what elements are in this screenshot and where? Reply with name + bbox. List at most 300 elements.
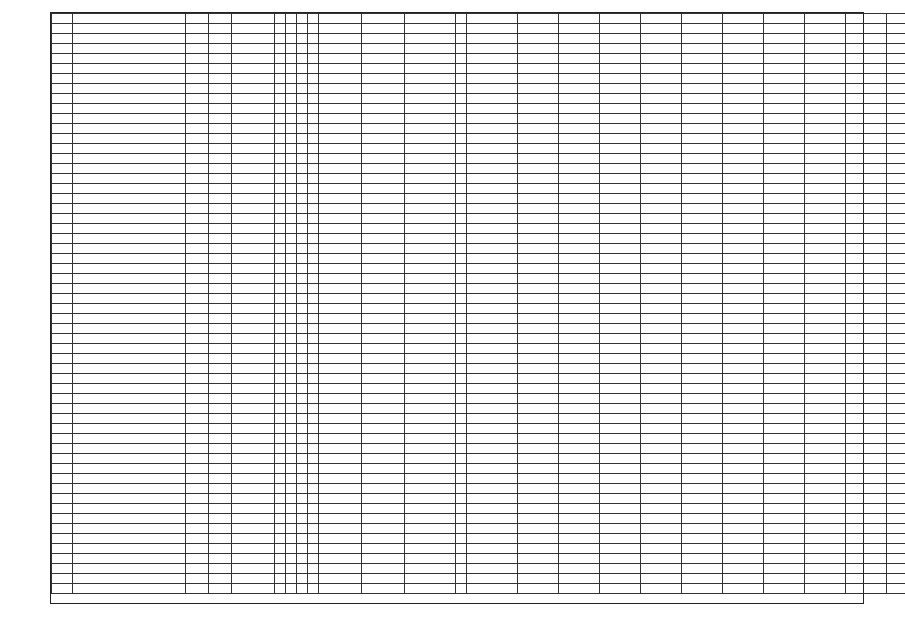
table-cell [764,484,805,494]
table-cell [805,284,846,294]
table-cell [764,514,805,524]
table-cell [362,34,405,44]
table-cell [723,484,764,494]
table-cell [405,384,456,394]
table-cell [308,354,319,364]
table-cell [52,334,73,344]
table-cell [467,464,518,474]
table-cell [600,244,641,254]
table-cell [518,434,559,444]
table-cell [308,334,319,344]
table-cell [286,514,297,524]
table-cell [641,104,682,114]
table-cell [887,434,905,444]
table-cell [275,464,286,474]
table-cell [52,254,73,264]
table-cell [405,44,456,54]
table-cell [73,284,186,294]
table-cell [682,574,723,584]
table-cell [456,84,467,94]
table-cell [682,274,723,284]
table-cell [319,534,362,544]
table-cell [846,434,887,444]
table-cell [559,314,600,324]
table-cell [805,224,846,234]
table-cell [308,454,319,464]
table-cell [846,514,887,524]
table-cell [209,104,232,114]
table-cell [641,144,682,154]
table-cell [764,564,805,574]
table-cell [723,44,764,54]
table-cell [559,464,600,474]
table-cell [805,114,846,124]
table-cell [467,24,518,34]
table-cell [186,274,209,284]
table-cell [362,104,405,114]
table-cell [297,54,308,64]
table-cell [846,84,887,94]
table-cell [286,344,297,354]
table-cell [405,164,456,174]
table-cell [297,364,308,374]
table-cell [308,164,319,174]
table-cell [467,394,518,404]
table-cell [275,584,286,594]
table-cell [682,524,723,534]
table-cell [518,174,559,184]
table-cell [186,334,209,344]
table-cell [232,24,275,34]
table-cell [297,184,308,194]
table-cell [518,14,559,24]
table-cell [73,404,186,414]
table-cell [456,584,467,594]
table-cell [456,514,467,524]
table-cell [518,314,559,324]
table-cell [275,344,286,354]
table-cell [641,334,682,344]
table-cell [186,414,209,424]
table-cell [559,74,600,84]
table-cell [518,144,559,154]
table-cell [297,394,308,404]
table-cell [209,54,232,64]
table-cell [641,94,682,104]
table-cell [73,204,186,214]
table-cell [805,264,846,274]
table-cell [456,444,467,454]
table-cell [209,194,232,204]
table-cell [405,394,456,404]
table-cell [405,354,456,364]
table-cell [467,504,518,514]
table-cell [319,244,362,254]
table-cell [319,434,362,444]
table-cell [73,244,186,254]
table-cell [308,174,319,184]
table-row [52,14,905,24]
table-cell [73,424,186,434]
table-cell [559,164,600,174]
table-cell [600,184,641,194]
table-cell [52,144,73,154]
table-cell [764,194,805,204]
table-cell [186,94,209,104]
table-cell [275,274,286,284]
table-cell [559,304,600,314]
table-cell [641,224,682,234]
table-cell [308,464,319,474]
table-cell [641,314,682,324]
table-cell [805,464,846,474]
table-cell [641,474,682,484]
table-cell [286,44,297,54]
table-cell [286,584,297,594]
table-cell [186,464,209,474]
table-cell [73,574,186,584]
table-cell [275,174,286,184]
table-cell [641,514,682,524]
table-cell [362,204,405,214]
table-cell [641,324,682,334]
table-cell [723,54,764,64]
table-cell [308,114,319,124]
table-cell [405,584,456,594]
table-cell [559,374,600,384]
table-cell [297,324,308,334]
table-cell [600,24,641,34]
table-cell [362,164,405,174]
table-cell [559,364,600,374]
table-cell [682,154,723,164]
table-cell [559,574,600,584]
table-cell [275,84,286,94]
table-cell [518,304,559,314]
table-cell [600,274,641,284]
table-cell [297,534,308,544]
table-cell [723,274,764,284]
table-cell [600,164,641,174]
table-cell [518,94,559,104]
table-cell [73,524,186,534]
table-cell [405,374,456,384]
table-cell [52,344,73,354]
table-cell [362,194,405,204]
table-cell [52,174,73,184]
table-cell [209,304,232,314]
table-cell [308,74,319,84]
table-cell [73,224,186,234]
table-cell [52,84,73,94]
table-cell [846,44,887,54]
table-cell [887,344,905,354]
table-cell [682,394,723,404]
table-cell [723,204,764,214]
table-cell [887,24,905,34]
table-cell [467,544,518,554]
table-cell [641,114,682,124]
table-cell [764,64,805,74]
table-cell [723,464,764,474]
table-cell [723,284,764,294]
table-cell [319,454,362,464]
table-cell [308,534,319,544]
table-row [52,434,905,444]
table-cell [467,244,518,254]
table-cell [467,384,518,394]
table-cell [286,154,297,164]
table-cell [641,204,682,214]
table-cell [764,244,805,254]
table-cell [52,584,73,594]
table-cell [723,334,764,344]
table-cell [52,294,73,304]
table-cell [723,84,764,94]
table-cell [456,574,467,584]
table-cell [682,454,723,464]
table-cell [600,174,641,184]
table-cell [186,184,209,194]
table-cell [518,564,559,574]
table-cell [887,524,905,534]
table-cell [308,34,319,44]
table-cell [887,194,905,204]
table-cell [559,184,600,194]
table-cell [805,534,846,544]
table-cell [186,54,209,64]
table-cell [805,254,846,264]
table-cell [467,104,518,114]
table-cell [559,294,600,304]
table-cell [405,324,456,334]
table-cell [186,224,209,234]
table-cell [319,154,362,164]
table-cell [362,344,405,354]
table-cell [682,134,723,144]
table-cell [73,354,186,364]
table-cell [764,104,805,114]
table-cell [723,64,764,74]
table-cell [362,154,405,164]
table-cell [275,434,286,444]
table-cell [319,424,362,434]
table-cell [286,404,297,414]
table-cell [405,424,456,434]
table-cell [232,524,275,534]
table-cell [559,264,600,274]
table-cell [559,104,600,114]
table-cell [308,504,319,514]
table-cell [559,474,600,484]
table-cell [362,314,405,324]
table-cell [297,14,308,24]
table-cell [209,24,232,34]
table-cell [764,454,805,464]
table-cell [286,324,297,334]
table-cell [209,204,232,214]
table-cell [232,114,275,124]
table-cell [362,404,405,414]
table-cell [73,474,186,484]
table-cell [682,494,723,504]
table-cell [286,164,297,174]
table-cell [405,534,456,544]
table-cell [764,294,805,304]
table-cell [600,334,641,344]
table-row [52,394,905,404]
table-cell [209,134,232,144]
table-cell [308,384,319,394]
table-cell [723,234,764,244]
table-cell [52,384,73,394]
table-cell [518,54,559,64]
table-cell [682,434,723,444]
table-row [52,244,905,254]
table-cell [286,24,297,34]
table-cell [275,314,286,324]
table-cell [887,584,905,594]
table-cell [600,304,641,314]
table-cell [518,154,559,164]
table-cell [405,544,456,554]
table-cell [52,164,73,174]
table-cell [682,324,723,334]
table-cell [52,484,73,494]
table-row [52,154,905,164]
table-cell [232,494,275,504]
table-cell [232,514,275,524]
table-cell [600,494,641,504]
table-cell [73,504,186,514]
table-cell [232,214,275,224]
table-cell [297,404,308,414]
table-cell [362,394,405,404]
table-cell [319,214,362,224]
table-cell [405,284,456,294]
table-cell [887,214,905,224]
table-cell [559,524,600,534]
table-cell [405,504,456,514]
table-cell [887,384,905,394]
table-row [52,24,905,34]
table-row [52,364,905,374]
table-cell [319,344,362,354]
table-cell [846,114,887,124]
table-cell [319,234,362,244]
table-row [52,324,905,334]
table-cell [186,404,209,414]
table-cell [641,274,682,284]
table-cell [275,214,286,224]
table-cell [641,434,682,444]
table-cell [518,224,559,234]
table-cell [456,234,467,244]
table-cell [467,174,518,184]
table-cell [286,264,297,274]
table-row [52,214,905,224]
table-row [52,294,905,304]
table-cell [559,424,600,434]
table-cell [518,364,559,374]
table-cell [456,564,467,574]
table-cell [308,414,319,424]
table-cell [723,394,764,404]
table-cell [764,144,805,154]
table-cell [723,514,764,524]
table-cell [308,314,319,324]
table-cell [286,184,297,194]
table-cell [286,484,297,494]
table-cell [362,534,405,544]
table-cell [456,54,467,64]
table-cell [518,574,559,584]
table-cell [805,184,846,194]
table-cell [286,74,297,84]
table-cell [73,174,186,184]
table-cell [682,504,723,514]
table-cell [232,44,275,54]
table-cell [297,444,308,454]
table-cell [186,64,209,74]
table-cell [723,214,764,224]
table-cell [682,304,723,314]
table-cell [723,74,764,84]
table-cell [232,414,275,424]
table-cell [209,294,232,304]
table-cell [209,504,232,514]
table-cell [518,404,559,414]
table-cell [186,364,209,374]
table-cell [764,54,805,64]
table-cell [467,404,518,414]
table-cell [275,224,286,234]
table-cell [319,84,362,94]
table-cell [319,44,362,54]
table-cell [209,534,232,544]
table-cell [362,254,405,264]
table-cell [186,24,209,34]
table-cell [362,414,405,424]
table-cell [764,524,805,534]
table-cell [764,74,805,84]
table-cell [405,174,456,184]
table-cell [805,344,846,354]
table-cell [764,324,805,334]
table-row [52,404,905,414]
table-cell [764,14,805,24]
table-cell [297,294,308,304]
table-cell [73,264,186,274]
table-row [52,534,905,544]
table-cell [232,254,275,264]
table-cell [308,564,319,574]
table-cell [467,64,518,74]
table-cell [518,554,559,564]
table-cell [319,94,362,104]
table-cell [308,184,319,194]
table-cell [286,314,297,324]
table-cell [600,104,641,114]
table-cell [405,264,456,274]
table-cell [600,194,641,204]
table-cell [73,334,186,344]
table-cell [209,394,232,404]
table-cell [308,194,319,204]
table-cell [405,304,456,314]
table-cell [764,414,805,424]
table-cell [52,544,73,554]
